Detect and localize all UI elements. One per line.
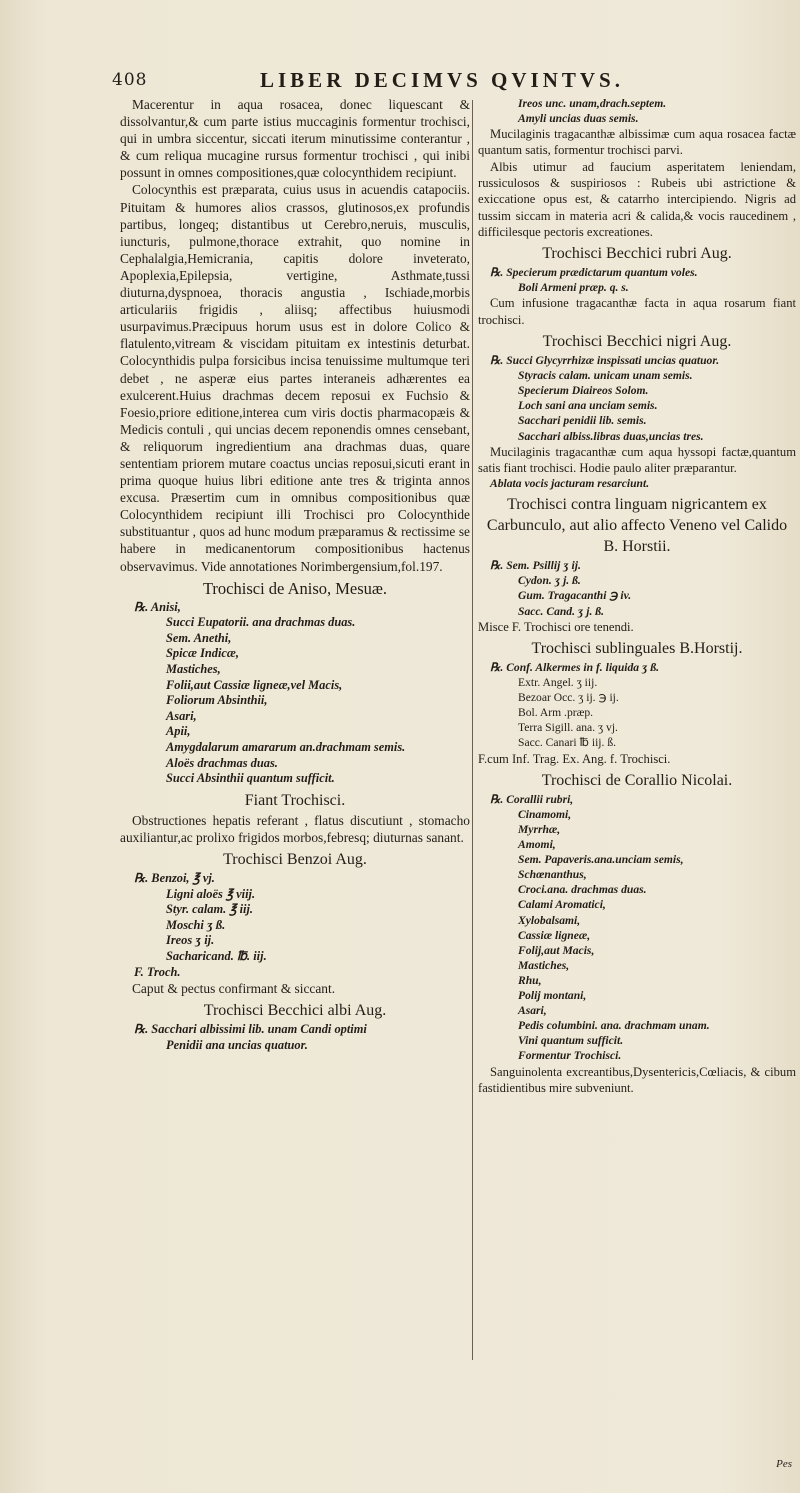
recipe-line: Aloës drachmas duas.	[166, 755, 278, 770]
recipe-line: ℞. Corallii rubri,	[490, 792, 574, 806]
recipe-line: Sacharicand. ℔. iij.	[166, 948, 267, 963]
recipe-line: Vini quantum sufficit.	[518, 1034, 624, 1048]
paragraph: Caput & pectus confirmant & siccant.	[132, 981, 336, 997]
recipe-line: Asari,	[518, 1004, 547, 1018]
recipe-line: Polij montani,	[518, 989, 587, 1003]
recipe-line: ℞. Anisi,	[134, 599, 181, 614]
recipe-line: Rhu,	[518, 973, 542, 987]
recipe-line: ℞. Conf. Alkermes in f. liquida ʒ ß.	[490, 660, 660, 674]
recipe-line: Succi Eupatorii. ana drachmas duas.	[166, 615, 356, 630]
recipe-line: Cinamomi,	[518, 807, 572, 821]
recipe-line: Cydon. ʒ j. ß.	[518, 574, 581, 588]
recipe-line: ℞. Succi Glycyrrhizæ inspissati uncias quatuor.	[490, 354, 720, 368]
recipe-line: F. Troch.	[134, 964, 181, 979]
recipe-line: Ireos unc. unam,drach.septem.	[518, 97, 667, 110]
recipe-line: Pedis columbini. ana. drachmam unam.	[518, 1019, 710, 1033]
paragraph: Colocynthis est præparata, cuius usus in acuendis catapociis. Pituitam & humores alios crassos, glutinosos,ex profundis partibus, longeq; distantibus ut Cerebro,neruis, musculis, iuncturis, pulmone,thorace extrahit, quo nomine in Cephalalgia,Hemicrania, capitis dolore inveterato, Apoplexia,Epilepsia, vertigine, Asthmate,tussi diuturna,dyspnoea, thoracis angustia , Ischiade,morbis articulariis frigidis , aliisq; affectibus huiusmodi usurpavimus.Præcipuus horum usus est in dolore Colico & flatulento,vitream & viscidam pituitam ex intestinis deturbat. Colocynthidis pulpa forsicibus incisa tenuissime multumque teri debet , ne asperæ eius partes interaneis adhærentes ea exulcerent.Huius drachmas decem reposui ex Fuchsio & Foesio,priore editione,interea cum viris doctis pharmacopæis & Medicis contuli , qui uncias decem reponendis omnes censebant, & reliquorum ingredientium ana drachmas duas, quare sententiam priorem mutare coactus uncias reposui,sicuti erant in prima quoque huius libri editione ante tres & triginta annos excusa. Præsertim cum in omnibus compositionibus quæ Colocynthidem recipiunt illi Trochisci pro Colocynthide substituantur , quos ad hunc modum præparamus & rectissime se habere in medicanentorum compositionibus hactenus observavimus. Vide annotationes Norimbergensium,fol.197.	[120, 182, 470, 574]
recipe-line: Mastiches,	[518, 958, 570, 972]
recipe-heading: Trochisci de Aniso, Mesuæ.	[202, 578, 388, 598]
recipe-line: Foliorum Absinthii,	[166, 693, 268, 708]
recipe-line: Moschi ʒ ß.	[166, 917, 226, 932]
recipe-line: Terra Sigill. ana. ʒ vj.	[518, 721, 618, 735]
recipe-line: Ireos ʒ ij.	[166, 933, 215, 948]
recipe-line: ℞. Sem. Psillij ʒ ij.	[490, 559, 581, 573]
recipe-line: Sacchari albiss.libras duas,uncias tres.	[518, 429, 704, 443]
recipe-line: Sacchari penidii lib. semis.	[518, 414, 647, 428]
recipe-line: Mastiches,	[166, 662, 221, 676]
recipe-line: Sacc. Canari ℔ iij. ß.	[518, 736, 617, 750]
paragraph: Sanguinolenta excreantibus,Dysentericis,Cœliacis, & cibum fastidientibus mire subveniunt.	[478, 1064, 796, 1095]
recipe-line: Styracis calam. unicam unam semis.	[518, 369, 693, 383]
paragraph: Mucilaginis tragacanthæ albissimæ cum aqua rosacea factæ quantum satis, formentur trochisci parvi.	[478, 127, 796, 158]
paragraph: Macerentur in aqua rosacea, donec liquescant & dissolvantur,& cum parte istius muccaginis formentur trochisci, qui in umbra siccentur, siccati iterum minutissime conterantur , & cum reliqua mucagine rursus formentur trochisci , qui inibi possunt in omnes compositiones,quæ colocynthidem recipiunt.	[120, 97, 470, 181]
recipe-line: Ligni aloës ℥ viij.	[166, 886, 256, 901]
recipe-heading: Trochisci Becchici rubri Aug.	[542, 245, 732, 263]
page-header	[112, 68, 788, 98]
paragraph: Cum infusione tragacanthæ facta in aqua rosarum fiant trochisci.	[478, 296, 796, 327]
paragraph: Mucilaginis tragacanthæ cum aqua hyssopi factæ,quantum satis fiant trochisci. Hodie paulo aliter præparantur.	[478, 444, 796, 475]
recipe-line: Sacc. Cand. ʒ j. ß.	[518, 604, 604, 618]
recipe-line: Folii,aut Cassiæ ligneæ,vel Macis,	[166, 677, 343, 692]
recipe-line: Calami Aromatici,	[518, 898, 606, 912]
recipe-line: ℞. Benzoi, ℥ vj.	[134, 870, 215, 885]
recipe-line: Amomi,	[518, 838, 556, 852]
recipe-line: Spicæ Indicæ,	[166, 646, 239, 661]
recipe-heading: Trochisci contra linguam nigricantem ex Carbunculo, aut alio affecto Veneno vel Calido B. Horstii.	[486, 496, 788, 556]
recipe-line: ℞. Sacchari albissimi lib. unam Candi optimi	[134, 1022, 367, 1037]
page-number: 408	[112, 70, 148, 90]
paragraph: Misce F. Trochisci ore tenendi.	[478, 619, 634, 634]
right-column	[478, 96, 796, 1096]
recipe-line: Styr. calam. ℥ iij.	[166, 902, 254, 917]
paragraph: Obstructiones hepatis referant , flatus discutiunt , stomacho auxiliantur,ac prolixo frigidos morbos,febresq; diuturnas sanant.	[120, 812, 470, 845]
recipe-line: Succi Absinthii quantum sufficit.	[166, 771, 335, 786]
paragraph: Albis utimur ad faucium asperitatem leniendam, russiculosos & suspiriosos : Rubeis ubi astrictione & exiccatione opus est, & catarrho intercipiendo. Nigris ad tussim siccam in materia acri & calida,& vocis raucedinem , difficilesque pectoris excreationes.	[478, 159, 796, 239]
recipe-line: Boli Armeni præp. q. s.	[518, 281, 629, 295]
recipe-line: Sem. Anethi,	[166, 630, 232, 645]
recipe-line: Croci.ana. drachmas duas.	[518, 883, 647, 897]
recipe-line: Loch sani ana unciam semis.	[518, 399, 658, 413]
recipe-line: Amygdalarum amararum an.drachmam semis.	[166, 739, 406, 754]
running-title: LIBER DECIMVS QVINTVS.	[260, 68, 624, 92]
recipe-line: Asari,	[166, 708, 197, 723]
recipe-line: Cassiæ ligneæ,	[518, 928, 591, 942]
recipe-line: Bezoar Occ. ʒ ij. ℈ ij.	[518, 691, 619, 705]
recipe-heading: Trochisci Becchici nigri Aug.	[542, 333, 732, 351]
recipe-line: Schœnanthus,	[518, 868, 587, 882]
recipe-line: Formentur Trochisci.	[518, 1049, 622, 1063]
recipe-heading: Trochisci de Corallio Nicolai.	[541, 771, 733, 789]
recipe-heading: Trochisci Benzoi Aug.	[223, 850, 367, 868]
recipe-line: ℞. Specierum prædictarum quantum voles.	[490, 266, 698, 280]
recipe-line: Sem. Papaveris.ana.unciam semis,	[518, 853, 684, 867]
recipe-line: Gum. Tragacanthi ℈ iv.	[518, 589, 632, 603]
recipe-line: Apii,	[166, 724, 191, 739]
recipe-line: Xylobalsami,	[518, 913, 581, 927]
column-divider	[472, 100, 473, 1360]
recipe-line: Amyli uncias duas semis.	[518, 112, 639, 126]
fiant-heading: Fiant Trochisci.	[244, 791, 346, 809]
recipe-note: Ablata vocis jacturam resarciunt.	[490, 477, 650, 491]
recipe-heading: Trochisci sublinguales B.Horstij.	[531, 639, 743, 657]
recipe-line: Folij,aut Macis,	[518, 943, 595, 957]
recipe-line: Extr. Angel. ʒ iij.	[518, 676, 598, 690]
catchword: Pes	[776, 1458, 792, 1470]
left-column	[120, 96, 470, 1053]
recipe-line: Specierum Diaireos Solom.	[518, 384, 649, 398]
recipe-line: Myrrhæ,	[518, 823, 561, 837]
recipe-line: Penidii ana uncias quatuor.	[166, 1037, 308, 1052]
recipe-line: Bol. Arm .præp.	[518, 706, 594, 720]
paragraph: F.cum Inf. Trag. Ex. Ang. f. Trochisci.	[478, 751, 671, 766]
recipe-heading: Trochisci Becchici albi Aug.	[203, 1002, 387, 1020]
